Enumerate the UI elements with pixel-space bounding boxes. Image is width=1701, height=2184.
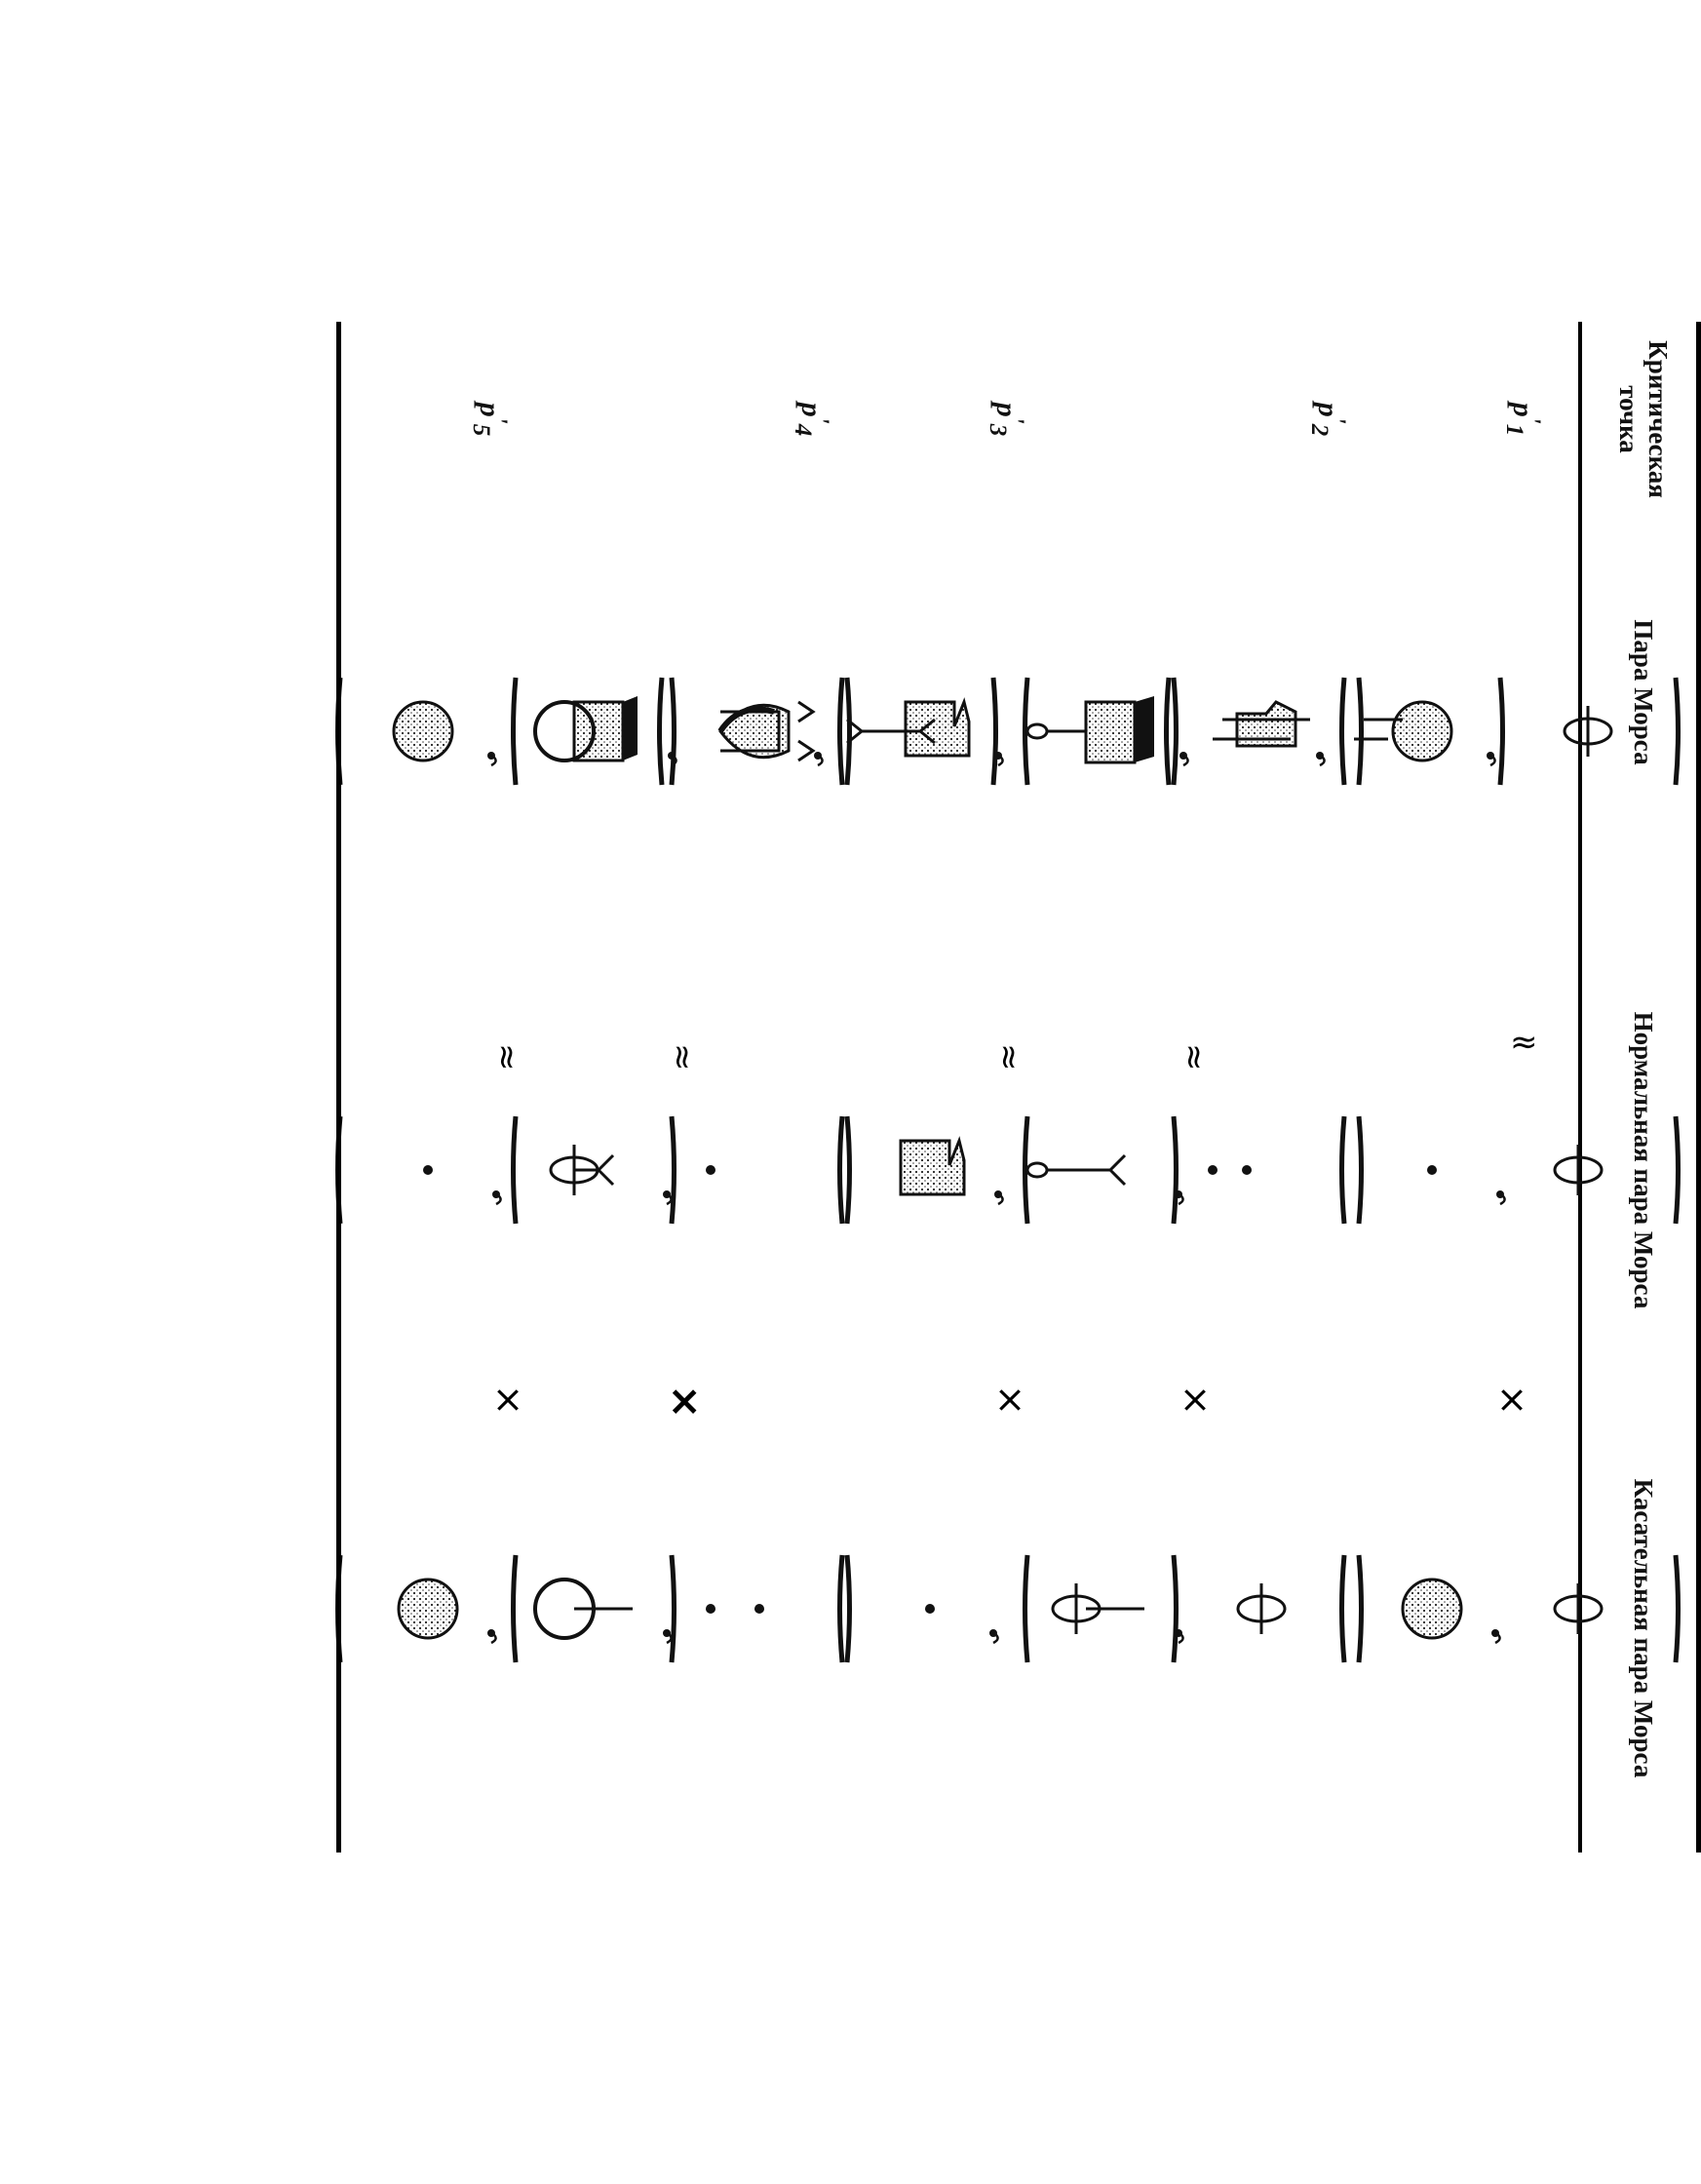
header-tangent-morse-pair: Касательная пара Морса	[1629, 1478, 1658, 1778]
times-3: ×	[1175, 1384, 1218, 1416]
times-1: ×	[1491, 1384, 1534, 1416]
bottom-rule	[336, 322, 341, 1852]
times-6: ×	[662, 1384, 710, 1420]
header-critical-point: Критическая точка	[1614, 340, 1673, 498]
row-label-p5: $p^ʹ_5$	[468, 402, 512, 437]
approx-4: ≈	[989, 1043, 1028, 1072]
row-label-p4: $p^ʹ_4$	[790, 402, 833, 437]
row7-normal	[338, 1116, 675, 1224]
approx-3: ≈	[1175, 1043, 1214, 1072]
approx-1: ≈	[1510, 1023, 1538, 1062]
approx-6: ≈	[663, 1043, 702, 1072]
row4-normal	[840, 1116, 1177, 1224]
illustrations	[336, 322, 1578, 1852]
header-normal-morse-pair: Нормальная пара Морса	[1629, 1011, 1658, 1309]
row6-morse-pair	[514, 678, 850, 785]
row-label-p1: $p^ʹ_1$	[1501, 402, 1545, 437]
times-4: ×	[989, 1384, 1032, 1416]
approx-7: ≈	[487, 1043, 526, 1072]
row6-normal	[514, 1116, 850, 1224]
morse-pair-table	[336, 322, 1701, 1852]
row-label-p3: $p^ʹ_3$	[985, 402, 1028, 437]
times-7: ×	[487, 1384, 530, 1416]
row6-tangent	[514, 1555, 850, 1662]
row-label-p2: $p^ʹ_2$	[1306, 402, 1350, 437]
header-morse-pair: Пара Морса	[1629, 619, 1658, 765]
